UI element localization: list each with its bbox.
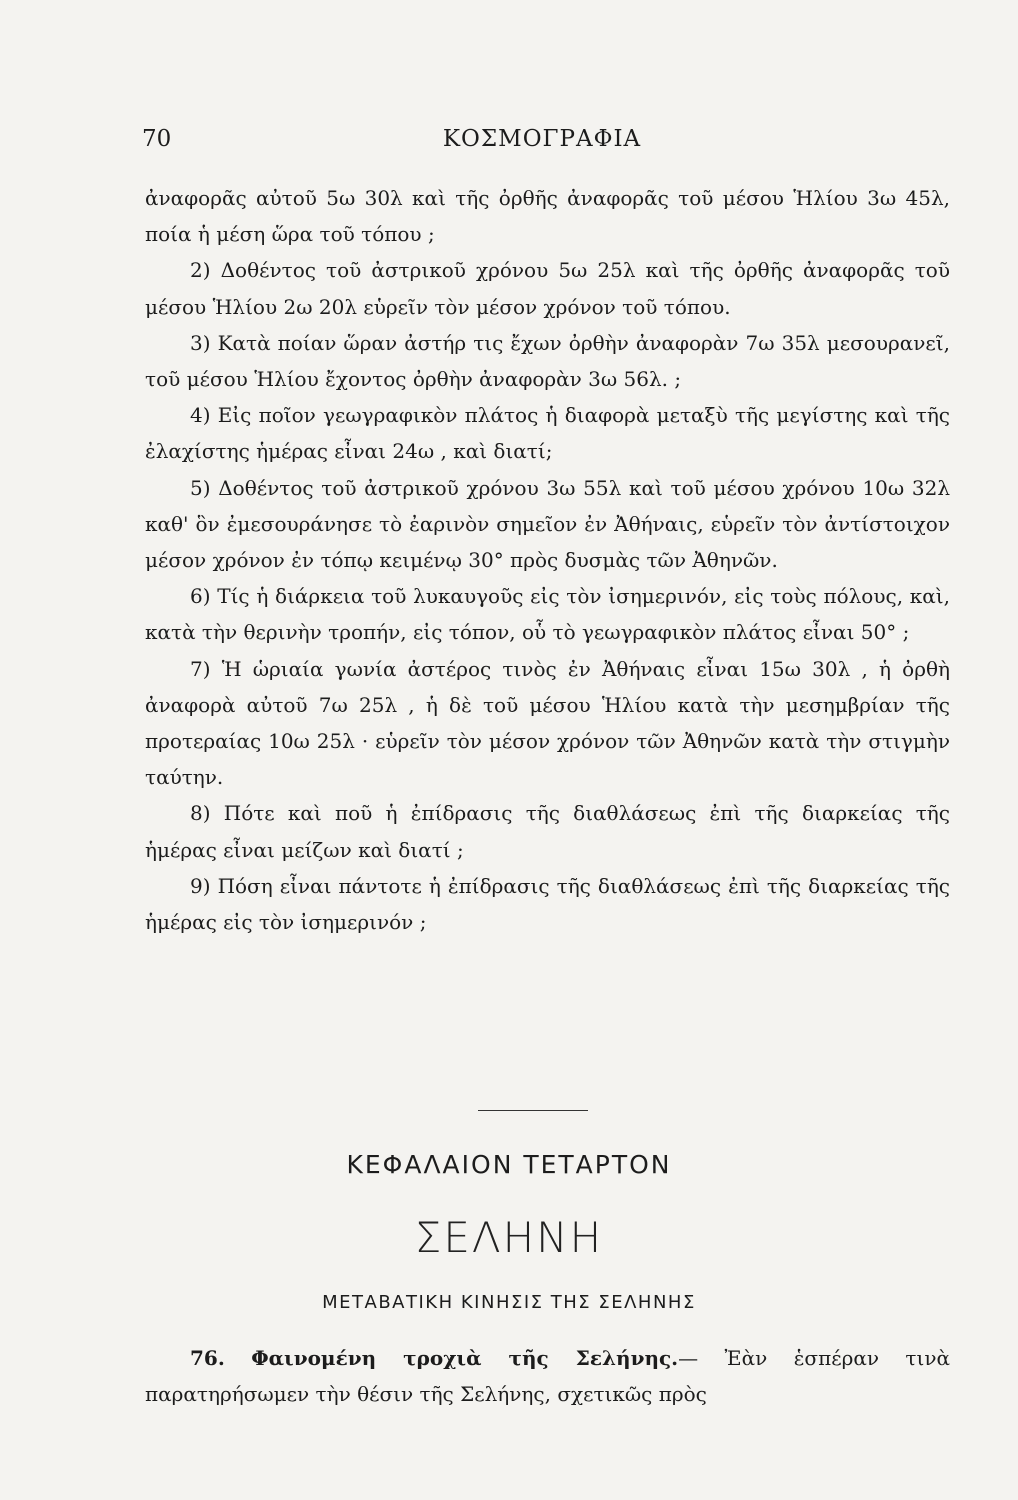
paragraph-heading: Φαινομένη τροχιὰ τῆς Σελήνης. xyxy=(251,1346,679,1370)
section-title: ΜΕΤΑΒΑΤΙΚΗ ΚΙΝΗΣΙΣ ΤΗΣ ΣΕΛΗΝΗΣ xyxy=(322,1292,696,1313)
exercise-continuation: ἀναφορᾶς αὐτοῦ 5ω 30λ καὶ τῆς ὀρθῆς ἀναφορᾶς τοῦ μέσου Ἡλίου 3ω 45λ, ποία ἡ μέση ὥρα τοῦ τόπου ; xyxy=(145,186,950,247)
exercise-4: 4) Εἰς ποῖον γεωγραφικὸν πλάτος ἡ διαφορὰ μεταξὺ τῆς μεγίστης καὶ τῆς ἐλαχίστης ἡμέρας εἶναι 24ω , καὶ διατί; xyxy=(145,403,950,464)
chapter-title: ΚΕΦΑΛΑΙΟΝ ΤΕΤΑΡΤΟΝ xyxy=(346,1150,672,1179)
exercise-list xyxy=(145,180,950,940)
exercise-2: 2) Δοθέντος τοῦ ἀστρικοῦ χρόνου 5ω 25λ καὶ τῆς ὀρθῆς ἀναφορᾶς τοῦ μέσου Ἡλίου 2ω 20λ εὑρεῖν τὸν μέσον χρόνον τοῦ τόπου. xyxy=(145,258,950,319)
paragraph-76-text xyxy=(145,1340,950,1412)
exercise-6: 6) Τίς ἡ διάρκεια τοῦ λυκαυγοῦς εἰς τὸν ἰσημερινόν, εἰς τοὺς πόλους, καὶ, κατὰ τὴν θερινὴν τροπήν, εἰς τόπον, οὗ τὸ γεωγραφικὸν πλάτος εἶναι 50° ; xyxy=(145,584,950,645)
running-title: ΚΟΣΜΟΓΡΑΦΙΑ xyxy=(442,126,642,152)
chapter-subtitle: ΣΕΛΗΝΗ xyxy=(414,1213,604,1262)
paragraph-76 xyxy=(145,1340,950,1412)
paragraph-number: 76. xyxy=(190,1346,225,1370)
exercise-5: 5) Δοθέντος τοῦ ἀστρικοῦ χρόνου 3ω 55λ καὶ τοῦ μέσου χρόνου 10ω 32λ καθ' ὃν ἐμεσουράνησε τὸ ἐαρινὸν σημεῖον ἐν Ἀθήναις, εὑρεῖν τὸν ἀντίστοιχον μέσον χρόνον ἐν τόπῳ κειμένῳ 30° πρὸς δυσμὰς τῶν Ἀθηνῶν. xyxy=(145,475,950,573)
exercise-9: 9) Πόση εἶναι πάντοτε ἡ ἐπίδρασις τῆς διαθλάσεως ἐπὶ τῆς διαρκείας τῆς ἡμέρας εἰς τὸν ἰσημερινόν ; xyxy=(145,873,950,935)
exercise-8: 8) Πότε καὶ ποῦ ἡ ἐπίδρασις τῆς διαθλάσεως ἐπὶ τῆς διαρκείας τῆς ἡμέρας εἶναι μείζων καὶ διατί ; xyxy=(145,801,950,862)
exercise-7: 7) Ἡ ὡριαία γωνία ἀστέρος τινὸς ἐν Ἀθήναις εἶναι 15ω 30λ , ἡ ὀρθὴ ἀναφορὰ αὐτοῦ 7ω 25λ , ἡ δὲ τοῦ μέσου Ἡλίου κατὰ τὴν μεσημβρίαν τῆς προτεραίας 10ω 25λ · εὑρεῖν τὸν μέσον χρόνον τῶν Ἀθηνῶν κατὰ τὴν στιγμὴν ταύτην. xyxy=(145,656,950,790)
running-head xyxy=(142,126,942,162)
section-divider xyxy=(478,1110,588,1111)
page-number: 70 xyxy=(142,126,172,152)
exercise-3: 3) Κατὰ ποίαν ὥραν ἀστήρ τις ἔχων ὀρθὴν ἀναφορὰν 7ω 35λ μεσουρανεῖ, τοῦ μέσου Ἡλίου ἔχοντος ὀρθὴν ἀναφορὰν 3ω 56λ. ; xyxy=(145,330,950,392)
paragraph-body: — Ἐὰν ἑσπέραν τινὰ παρατηρήσωμεν τὴν θέσιν τῆς Σελήνης, σχετικῶς πρὸς xyxy=(145,1346,951,1407)
